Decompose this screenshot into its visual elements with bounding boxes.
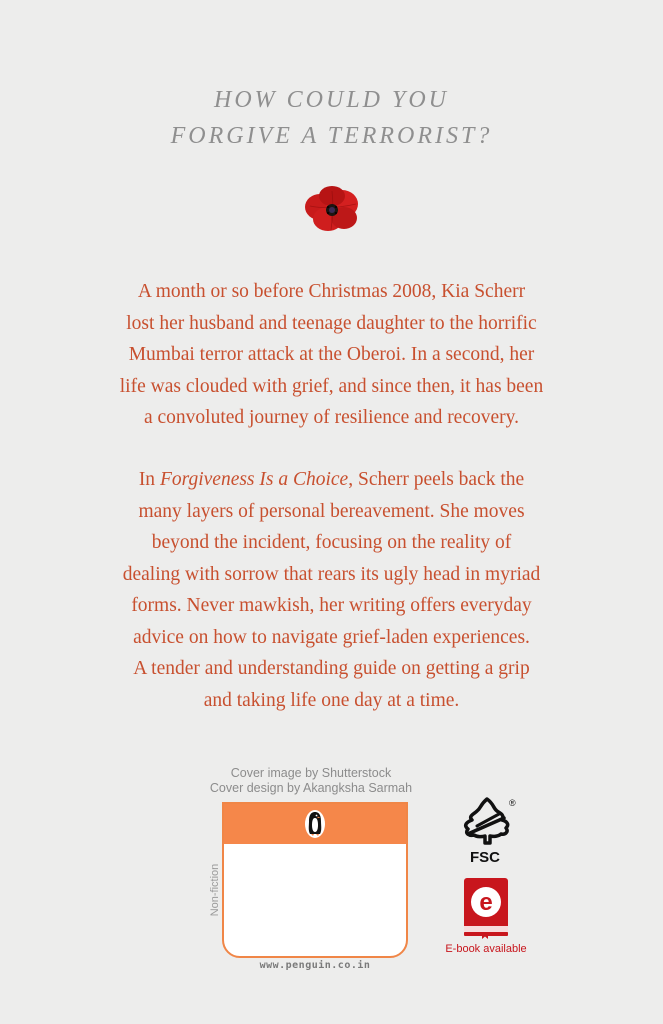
blurb-paragraph-2 — [0, 464, 663, 716]
barcode-box — [222, 802, 408, 958]
blurb-line — [0, 464, 663, 496]
blurb-line: A month or so before Christmas 2008, Kia Scherr — [137, 281, 526, 302]
blurb-line: lost her husband and teenage daughter to the horrific — [126, 312, 537, 334]
penguin-logo-icon — [304, 809, 326, 839]
publisher-website: www.penguin.co.in — [259, 960, 371, 971]
cover-credits — [196, 766, 426, 796]
blurb-line: many layers of personal bereavement. She moves — [138, 500, 525, 522]
headline — [0, 82, 663, 154]
blurb-prefix: In — [138, 469, 160, 490]
blurb-line: advice on how to navigate grief-laden experiences. — [133, 626, 530, 648]
blurb-suffix: , Scherr peels back the — [348, 469, 525, 490]
ebook-label: E-book available — [445, 943, 527, 955]
poppy-icon — [304, 186, 360, 234]
ebook-icon-letter: e — [479, 889, 493, 916]
genre-label: Non-fiction — [209, 863, 221, 917]
blurb-line: forms. Never mawkish, her writing offers everyday — [131, 595, 532, 616]
blurb-line: Mumbai terror attack at the Oberoi. In a second, her — [128, 344, 535, 365]
cover-design-credit: Cover design by Akangksha Sarmah — [209, 781, 413, 795]
headline-line-2: FORGIVE A TERRORIST? — [170, 123, 493, 149]
blurb-line: a convoluted journey of resilience and recovery. — [143, 407, 520, 428]
blurb-line: beyond the incident, focusing on the reality of — [151, 532, 512, 553]
blurb-line: dealing with sorrow that rears its ugly head in myriad — [122, 563, 541, 585]
blurb-line: A tender and understanding guide on getting a grip — [133, 658, 530, 679]
blurb-paragraph-1 — [0, 276, 663, 434]
book-title: Forgiveness Is a Choice — [159, 469, 349, 490]
ebook-icon — [462, 876, 510, 940]
blurb-line: life was clouded with grief, and since then, it has been — [119, 375, 544, 397]
fsc-registered-mark: ® — [509, 798, 516, 808]
cover-image-credit: Cover image by Shutterstock — [230, 766, 392, 780]
fsc-label: FSC — [470, 849, 500, 866]
headline-line-1: HOW COULD YOU — [213, 87, 450, 113]
blurb-line: and taking life one day at a time. — [203, 689, 460, 711]
fsc-logo-icon — [454, 796, 520, 866]
